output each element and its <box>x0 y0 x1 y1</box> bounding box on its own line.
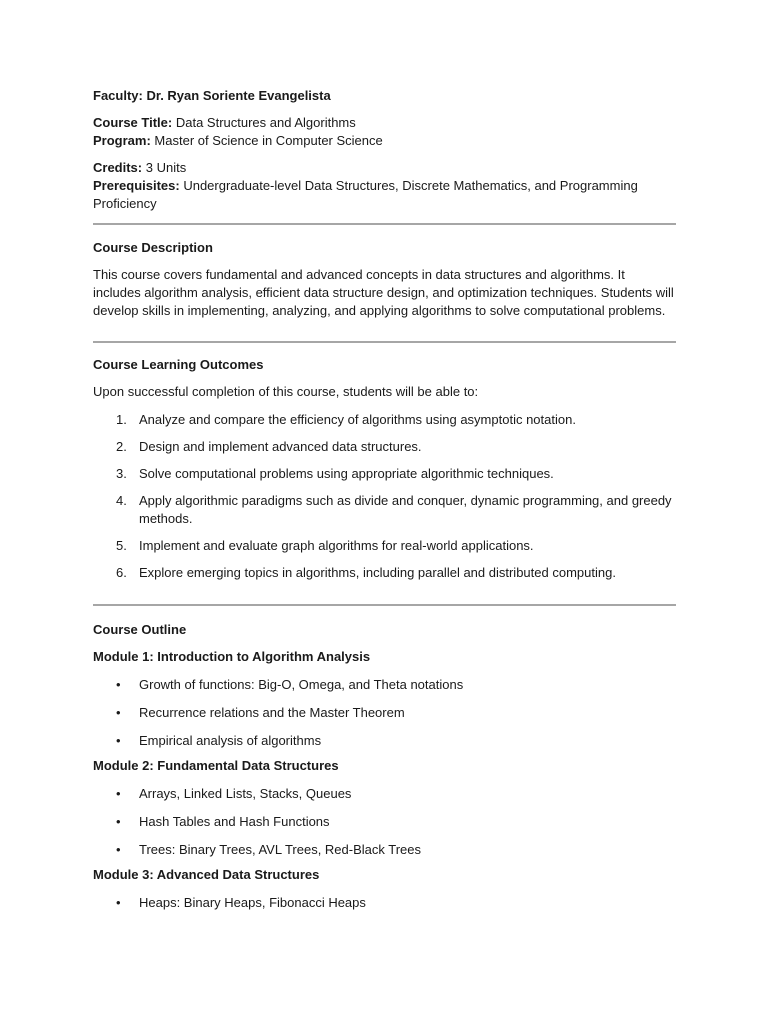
program-value: Master of Science in Computer Science <box>154 133 383 148</box>
list-text: Growth of functions: Big-O, Omega, and Theta notations <box>139 677 464 692</box>
list-text: Solve computational problems using appropriate algorithmic techniques. <box>139 466 554 481</box>
divider <box>93 604 676 606</box>
list-number: 4. <box>116 493 127 508</box>
outcomes-title: Course Learning Outcomes <box>93 357 264 372</box>
bullet: • <box>116 677 121 692</box>
list-item <box>93 676 676 694</box>
module-list <box>93 676 676 750</box>
prereq-label: Prerequisites: <box>93 178 180 193</box>
module-title: Module 2: Fundamental Data Structures <box>93 758 339 773</box>
divider <box>93 341 676 343</box>
credits-value: 3 Units <box>145 160 187 175</box>
list-number: 3. <box>116 466 127 481</box>
description-title: Course Description <box>93 240 213 255</box>
list-text: Empirical analysis of algorithms <box>139 733 322 748</box>
description-text: This course covers fundamental and advanced concepts in data structures and algorithms. It includes algorithm analysis, efficient data structure design, and optimization techniques. Students will develop skills in implementing, analyzing, and applying algorithms to solve computational problems. <box>93 267 674 318</box>
list-text: Trees: Binary Trees, AVL Trees, Red-Black Trees <box>139 842 422 857</box>
list-item <box>93 813 676 831</box>
bullet: • <box>116 814 121 829</box>
bullet: • <box>116 733 121 748</box>
list-item <box>93 894 676 912</box>
list-text: Analyze and compare the efficiency of algorithms using asymptotic notation. <box>139 412 576 427</box>
list-item <box>93 411 676 429</box>
program-label: Program: <box>93 133 151 148</box>
faculty-line <box>93 87 331 105</box>
list-text: Explore emerging topics in algorithms, including parallel and distributed computing. <box>139 565 616 580</box>
faculty-label: Faculty: <box>93 88 143 103</box>
list-number: 1. <box>116 412 127 427</box>
list-number: 2. <box>116 439 127 454</box>
divider <box>93 223 676 225</box>
credits-info <box>93 159 676 213</box>
list-text: Heaps: Binary Heaps, Fibonacci Heaps <box>139 895 366 910</box>
course-title-label: Course Title: <box>93 115 173 130</box>
outcomes-list <box>93 411 676 582</box>
list-text: Hash Tables and Hash Functions <box>139 814 330 829</box>
bullet: • <box>116 895 121 910</box>
module-list <box>93 894 676 912</box>
course-title-value: Data Structures and Algorithms <box>175 115 356 130</box>
course-info <box>93 114 383 150</box>
faculty-value: Dr. Ryan Soriente Evangelista <box>146 88 331 103</box>
list-item <box>93 564 676 582</box>
prereq-value: Undergraduate-level Data Structures, Discrete Mathematics, and Programming Proficiency <box>93 178 638 211</box>
list-item <box>93 537 676 555</box>
list-item <box>93 492 676 528</box>
list-text: Recurrence relations and the Master Theorem <box>139 705 405 720</box>
bullet: • <box>116 786 121 801</box>
list-text: Arrays, Linked Lists, Stacks, Queues <box>139 786 352 801</box>
list-item <box>93 465 676 483</box>
list-number: 6. <box>116 565 127 580</box>
credits-label: Credits: <box>93 160 143 175</box>
list-item <box>93 438 676 456</box>
list-item <box>93 785 676 803</box>
module-title: Module 3: Advanced Data Structures <box>93 867 320 882</box>
list-item <box>93 841 676 859</box>
list-text: Apply algorithmic paradigms such as divide and conquer, dynamic programming, and greedy methods. <box>139 493 672 526</box>
outline-title: Course Outline <box>93 622 187 637</box>
list-text: Implement and evaluate graph algorithms for real-world applications. <box>139 538 534 553</box>
module-title: Module 1: Introduction to Algorithm Analysis <box>93 649 371 664</box>
list-item <box>93 704 676 722</box>
list-item <box>93 732 676 750</box>
list-text: Design and implement advanced data structures. <box>139 439 422 454</box>
bullet: • <box>116 842 121 857</box>
outcomes-intro: Upon successful completion of this course, students will be able to: <box>93 384 479 399</box>
list-number: 5. <box>116 538 127 553</box>
module-list <box>93 785 676 859</box>
bullet: • <box>116 705 121 720</box>
